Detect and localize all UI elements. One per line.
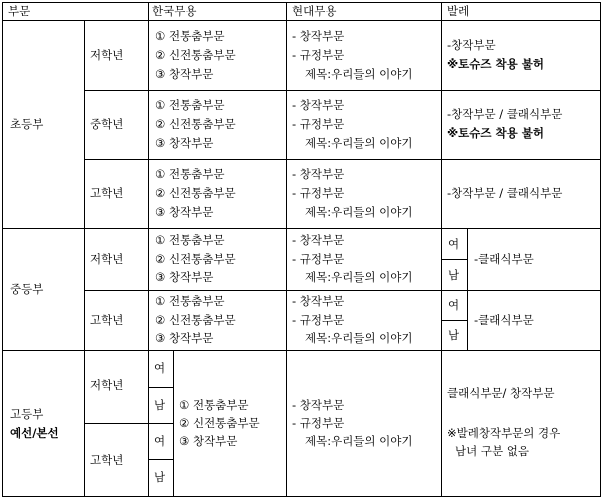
gender-male: 남 (448, 328, 460, 342)
rule-hs-gender-2 (148, 459, 173, 460)
korean-item: ③ 창작부문 (155, 270, 214, 284)
korean-item: ③ 창작부문 (155, 67, 214, 81)
korean-item: ② 신전통춤부문 (155, 186, 236, 200)
rule-elem-2 (84, 159, 601, 160)
korean-item: ① 전통춤부문 (155, 29, 225, 43)
rule-header (2, 20, 601, 21)
grade-ms-upper: 고학년 (90, 313, 124, 327)
header-modern-dance: 현대무용 (292, 4, 337, 18)
korean-item: ③ 창작부문 (179, 434, 238, 448)
korean-item: ① 전통춤부문 (179, 398, 249, 412)
rule-elem-1 (84, 90, 601, 91)
rule-ms-high (2, 350, 601, 351)
modern-item: - 창작부문 (292, 98, 345, 112)
korean-item: ① 전통춤부문 (155, 98, 225, 112)
grade-elem-upper: 고학년 (90, 186, 124, 200)
gender-female: 여 (448, 298, 460, 312)
gender-female: 여 (448, 237, 460, 251)
modern-item: - 규정부문 (292, 48, 345, 62)
korean-item: ① 전통춤부문 (155, 167, 225, 181)
modern-title: 제목:우리들의 이야기 (305, 205, 413, 219)
korean-item: ② 신전통춤부문 (179, 416, 260, 430)
header-korean-dance: 한국무용 (152, 4, 197, 18)
modern-item: - 창작부문 (292, 29, 345, 43)
modern-item: - 규정부문 (292, 186, 345, 200)
ballet-text: -창작부문 / 클래식부문 (447, 186, 563, 200)
korean-item: ② 신전통춤부문 (155, 313, 236, 327)
ballet-text: -클래식부문 (474, 252, 534, 266)
ballet-note: 남녀 구분 없음 (455, 444, 529, 458)
modern-item: - 창작부문 (292, 294, 345, 308)
grade-elem-middle: 중학년 (90, 117, 124, 131)
grade-hs-upper: 고학년 (90, 453, 124, 467)
korean-item: ② 신전통춤부문 (155, 117, 236, 131)
rule-right (600, 2, 601, 497)
rule-division (84, 20, 85, 497)
modern-item: - 창작부문 (292, 233, 345, 247)
korean-item: ③ 창작부문 (155, 136, 214, 150)
ballet-text: 클래식부문/ 창작부문 (447, 386, 555, 400)
division-middle-school: 중등부 (10, 282, 44, 296)
gender-male: 남 (448, 268, 460, 282)
korean-item: ① 전통춤부문 (155, 294, 225, 308)
header-ballet: 발레 (447, 4, 470, 18)
modern-title: 제목:우리들의 이야기 (305, 67, 413, 81)
rule-hs-1 (84, 423, 173, 424)
grade-ms-lower: 저학년 (90, 252, 124, 266)
modern-item: - 규정부문 (292, 252, 345, 266)
division-elementary: 초등부 (10, 117, 44, 131)
rule-bottom (2, 496, 601, 497)
modern-item: - 창작부문 (292, 398, 345, 412)
modern-item: - 규정부문 (292, 313, 345, 327)
ballet-text: -창작부문 (447, 38, 496, 52)
rule-korean (286, 2, 287, 497)
korean-item: ② 신전통춤부문 (155, 252, 236, 266)
modern-title: 제목:우리들의 이야기 (305, 331, 413, 345)
rule-grade (148, 2, 149, 497)
ballet-note: ※발레창작부문의 경우 (447, 426, 561, 440)
header-division: 부문 (8, 4, 31, 18)
modern-title: 제목:우리들의 이야기 (305, 136, 413, 150)
rule-ms-1 (84, 290, 601, 291)
gender-female: 여 (154, 434, 166, 448)
ballet-text: -창작부문 / 클래식부문 (447, 107, 563, 121)
gender-female: 여 (154, 361, 166, 375)
rule-ms-gender-2 (441, 320, 467, 321)
modern-title: 제목:우리들의 이야기 (305, 270, 413, 284)
rule-elem-middle (2, 228, 601, 229)
gender-male: 남 (154, 470, 166, 484)
ballet-note: ※토슈즈 착용 불허 (447, 57, 544, 71)
modern-item: - 규정부문 (292, 416, 345, 430)
korean-item: ① 전통춤부문 (155, 233, 225, 247)
ballet-text: -클래식부문 (474, 313, 534, 327)
ballet-note: ※토슈즈 착용 불허 (447, 126, 544, 140)
division-high-school-sub: 예선/본선 (10, 426, 59, 440)
korean-item: ③ 창작부문 (155, 205, 214, 219)
rule-modern (441, 2, 442, 497)
grade-hs-lower: 저학년 (90, 378, 124, 392)
modern-item: - 규정부문 (292, 117, 345, 131)
korean-item: ③ 창작부문 (155, 331, 214, 345)
division-high-school: 고등부 (10, 407, 44, 421)
rule-hs-gender-1 (148, 387, 173, 388)
modern-item: - 창작부문 (292, 167, 345, 181)
rule-left (2, 2, 3, 497)
korean-item: ② 신전통춤부문 (155, 48, 236, 62)
rule-hs-gender (173, 350, 174, 497)
gender-male: 남 (154, 398, 166, 412)
rule-ms-gender-1 (441, 259, 467, 260)
rule-ms-gender (467, 228, 468, 351)
grade-elem-lower: 저학년 (90, 48, 124, 62)
modern-title: 제목:우리들의 이야기 (305, 434, 413, 448)
